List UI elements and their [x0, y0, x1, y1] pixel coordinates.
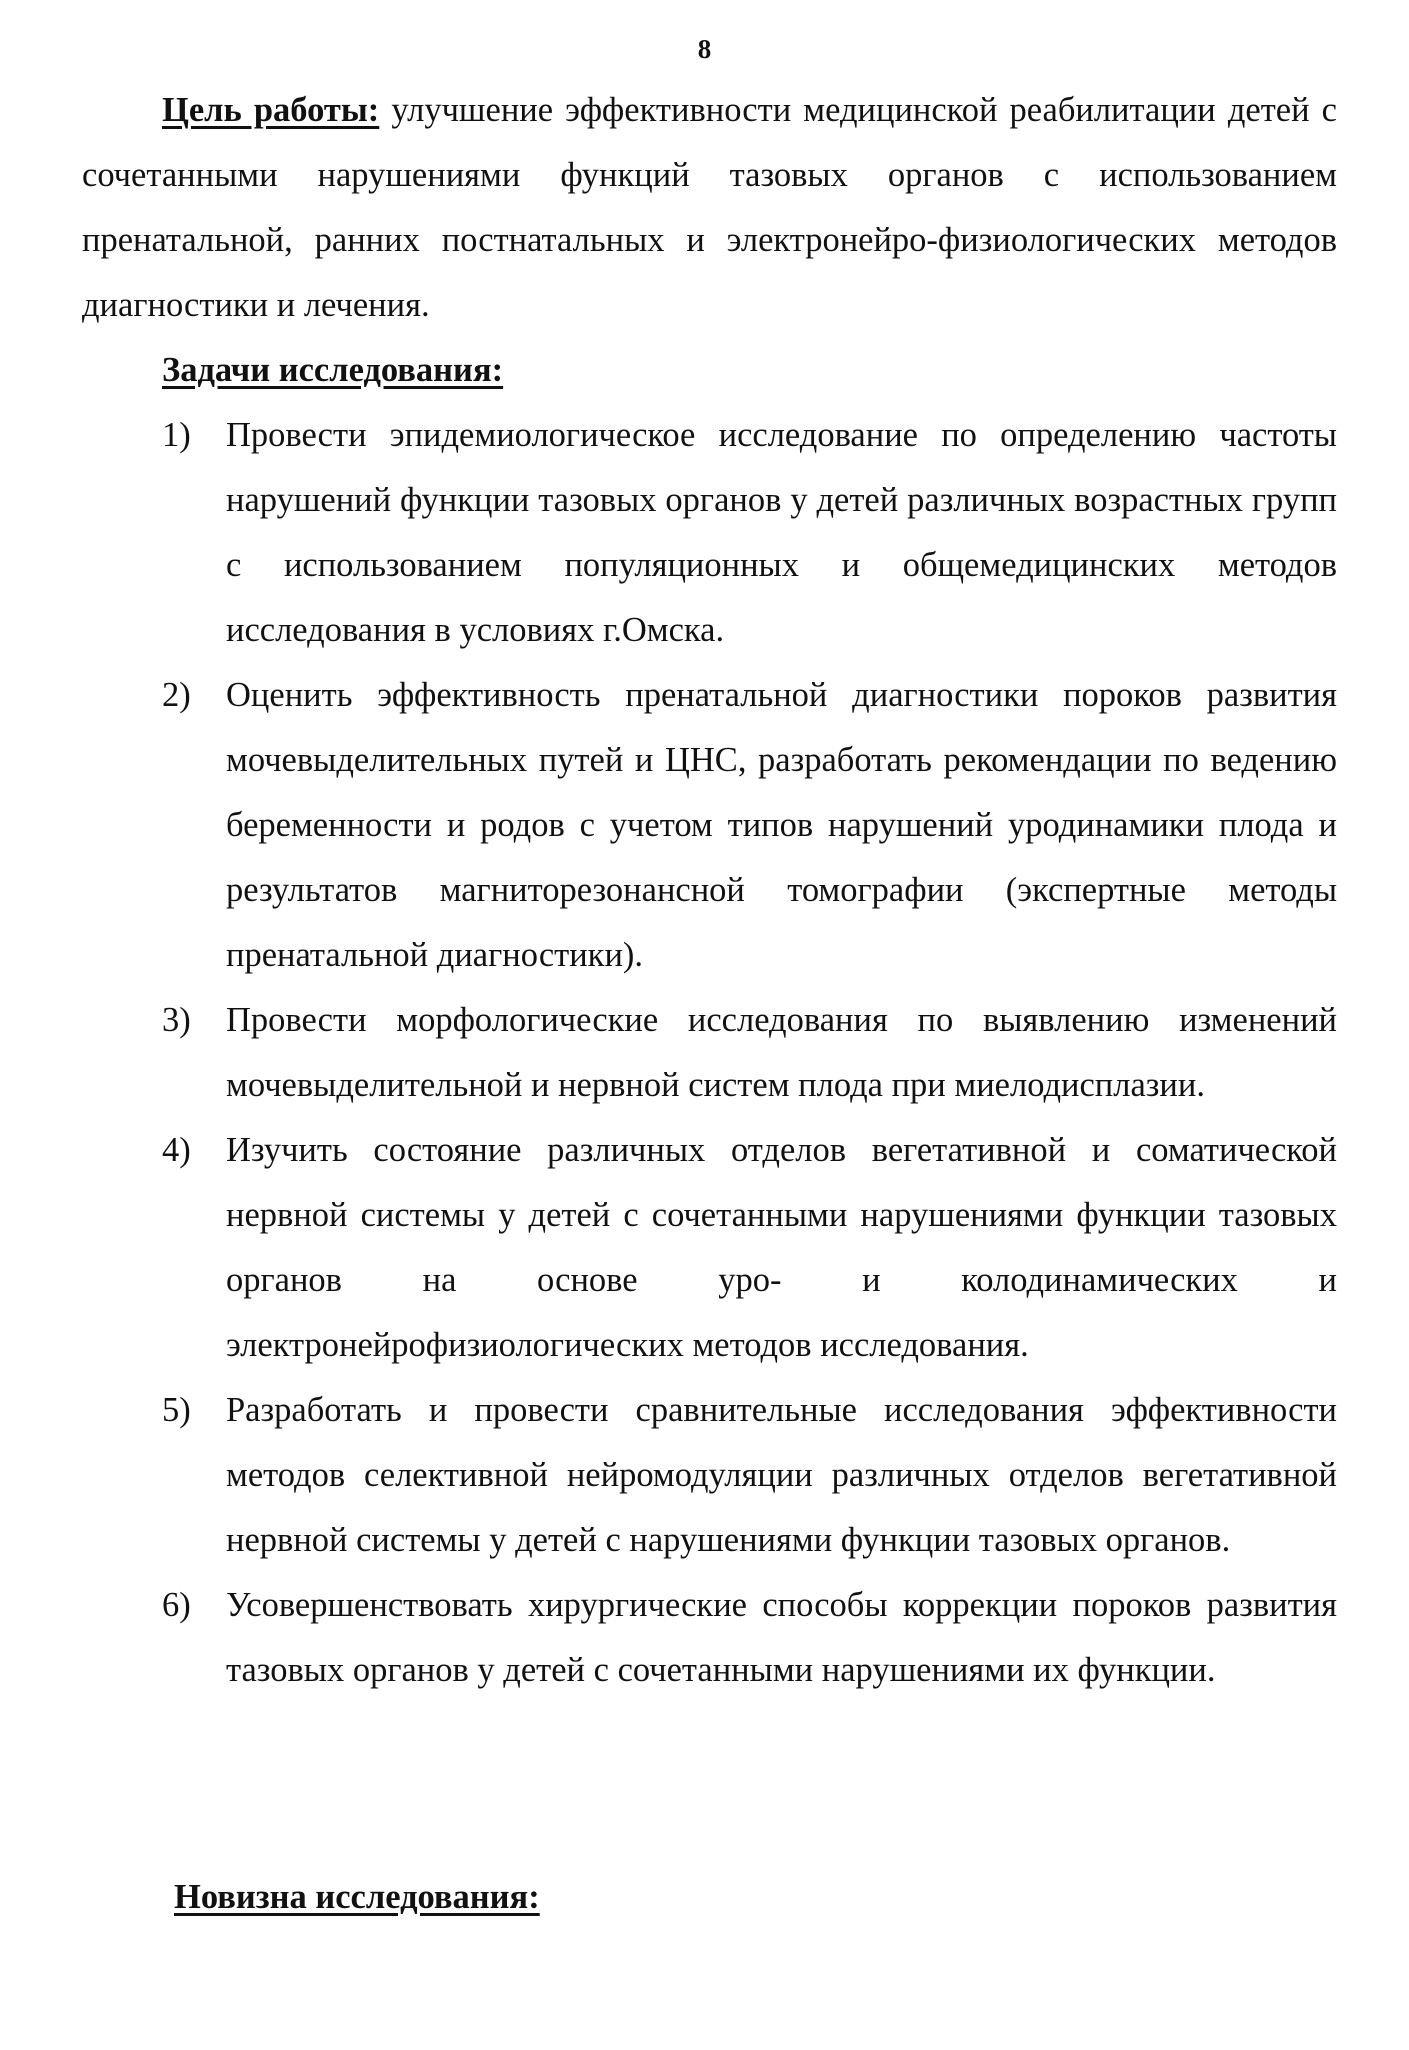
task-text: Провести морфологические исследования по выявлению изменений мочевыделительной и нервной систем плода при миелодисплазии. — [226, 1001, 1337, 1104]
task-item-5 — [162, 1378, 1337, 1573]
task-item-1 — [162, 403, 1337, 663]
task-number: 2) — [162, 676, 191, 714]
task-item-4 — [162, 1118, 1337, 1378]
novelty-heading: Новизна исследования: — [174, 1878, 540, 1916]
goal-text: улучшение эффективности медицинской реабилитации детей с сочетанными нарушениями функций тазовых органов с использованием пренатальной, ранних постнатальных и электронейро-физиологических методов диагностики и лечения. — [82, 91, 1337, 324]
page-number: 8 — [697, 34, 712, 64]
goal-label: Цель работы: — [162, 91, 380, 129]
goal-paragraph — [82, 78, 1337, 338]
tasks-heading: Задачи исследования: — [162, 351, 504, 389]
goal-section — [82, 78, 1337, 338]
task-text: Усовершенствовать хирургические способы коррекции пороков развития тазовых органов у детей с сочетанными нарушениями их функции. — [226, 1586, 1337, 1689]
task-number: 4) — [162, 1131, 191, 1169]
task-number: 5) — [162, 1391, 191, 1429]
task-text: Провести эпидемиологическое исследование по определению частоты нарушений функции тазовых органов у детей различных возрастных групп с использованием популяционных и общемедицинских методов исследования в условиях г.Омска. — [226, 416, 1337, 649]
task-text: Разработать и провести сравнительные исследования эффективности методов селективной нейромодуляции различных отделов вегетативной нервной системы у детей с нарушениями функции тазовых органов. — [226, 1391, 1337, 1559]
task-number: 1) — [162, 416, 191, 454]
task-item-6 — [162, 1573, 1337, 1703]
task-text: Оценить эффективность пренатальной диагностики пороков развития мочевыделительных путей и ЦНС, разработать рекомендации по ведению беременности и родов с учетом типов нарушений уродинамики плода и результатов магниторезонансной томографии (экспертные методы пренатальной диагностики). — [226, 676, 1337, 974]
tasks-list — [162, 403, 1337, 1703]
task-number: 6) — [162, 1586, 191, 1624]
task-text: Изучить состояние различных отделов вегетативной и соматической нервной системы у детей с сочетанными нарушениями функции тазовых органов на основе уро- и колодинамических и электронейрофизиологических методов исследования. — [226, 1131, 1337, 1364]
task-item-3 — [162, 988, 1337, 1118]
task-number: 3) — [162, 1001, 191, 1039]
task-item-2 — [162, 663, 1337, 988]
